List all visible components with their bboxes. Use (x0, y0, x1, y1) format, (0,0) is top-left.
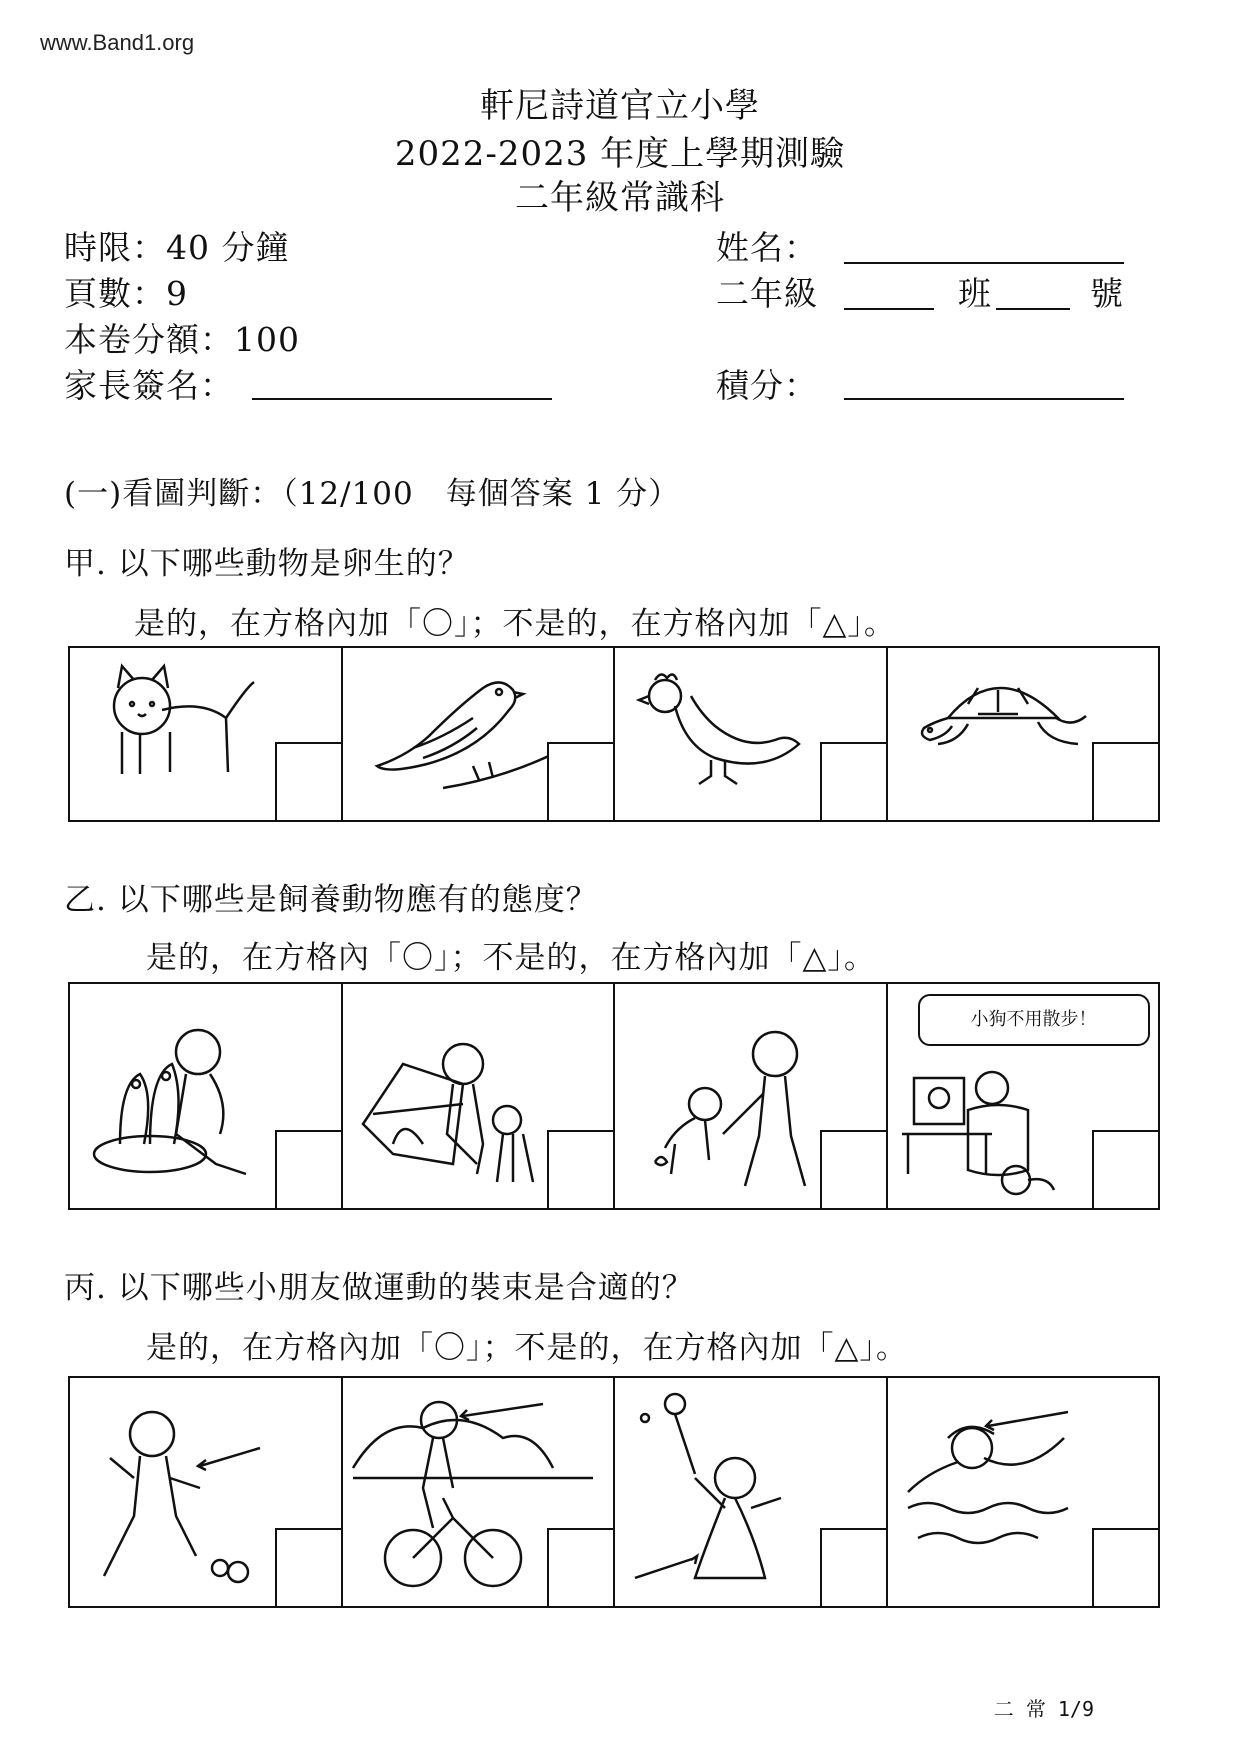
answer-box-c3[interactable] (820, 1528, 886, 1606)
cell-turtle (888, 648, 1159, 820)
watermark: www.Band1.org (40, 30, 195, 55)
answer-box-b2[interactable] (547, 1130, 613, 1208)
instruction-a: 是的，在方格內加「〇」；不是的，在方格內加「△」。 (134, 606, 896, 642)
name-line[interactable] (844, 262, 1124, 264)
name-label: 姓名： (716, 228, 818, 267)
speech-bubble: 小狗不用散步！ (918, 994, 1150, 1046)
answer-box-a3[interactable] (820, 742, 886, 820)
answer-box-c2[interactable] (547, 1528, 613, 1606)
picture-strip-b (68, 982, 1160, 1210)
class-grade-label: 二年級 (716, 274, 818, 313)
cell-badminton (615, 1378, 888, 1606)
cell-cycling (343, 1378, 616, 1606)
cell-bathing-dogs (70, 984, 343, 1208)
question-a: 甲. 以下哪些動物是卵生的？ (64, 546, 470, 582)
cell-sparrow (343, 648, 616, 820)
section-title: (一)看圖判斷：（12/100 每個答案 1 分） (64, 476, 681, 512)
answer-box-b1[interactable] (275, 1130, 341, 1208)
answer-box-a2[interactable] (547, 742, 613, 820)
page-number: 二 常 1/9 (993, 1697, 1094, 1721)
answer-box-b3[interactable] (820, 1130, 886, 1208)
subject-title: 二年級常識科 (515, 178, 725, 218)
answer-box-c1[interactable] (275, 1528, 341, 1606)
parent-signature-label: 家長簽名： (64, 366, 234, 405)
class-label: 班 (958, 274, 992, 313)
cell-running (70, 1378, 343, 1606)
picture-strip-a (68, 646, 1160, 822)
school-name: 軒尼詩道官立小學 (480, 86, 760, 126)
instruction-c: 是的，在方格內加「〇」；不是的，在方格內加「△」。 (146, 1330, 908, 1366)
answer-box-a1[interactable] (275, 742, 341, 820)
answer-box-a4[interactable] (1092, 742, 1158, 820)
total-marks: 本卷分額：100 (64, 320, 300, 359)
cell-doghouse (343, 984, 616, 1208)
cell-cat (70, 648, 343, 820)
cell-chicken (615, 648, 888, 820)
exam-title: 2022-2023 年度上學期測驗 (394, 134, 846, 174)
class-line[interactable] (844, 308, 934, 310)
number-line[interactable] (996, 308, 1070, 310)
question-b: 乙. 以下哪些是飼養動物應有的態度？ (64, 882, 598, 918)
time-limit: 時限：40 分鐘 (64, 228, 290, 267)
answer-box-c4[interactable] (1092, 1528, 1158, 1606)
answer-box-b4[interactable] (1092, 1130, 1158, 1208)
picture-strip-c (68, 1376, 1160, 1608)
score-line[interactable] (844, 398, 1124, 400)
number-label: 號 (1090, 274, 1124, 313)
cell-walking-dog (615, 984, 888, 1208)
cell-swimming (888, 1378, 1159, 1606)
cell-watching-tv (888, 984, 1159, 1208)
parent-signature-line[interactable] (252, 398, 552, 400)
page-count: 頁數：9 (64, 274, 188, 313)
question-c: 丙. 以下哪些小朋友做運動的裝束是合適的？ (64, 1270, 694, 1306)
instruction-b: 是的，在方格內「〇」；不是的，在方格內加「△」。 (146, 940, 876, 976)
score-label: 積分： (716, 366, 818, 405)
